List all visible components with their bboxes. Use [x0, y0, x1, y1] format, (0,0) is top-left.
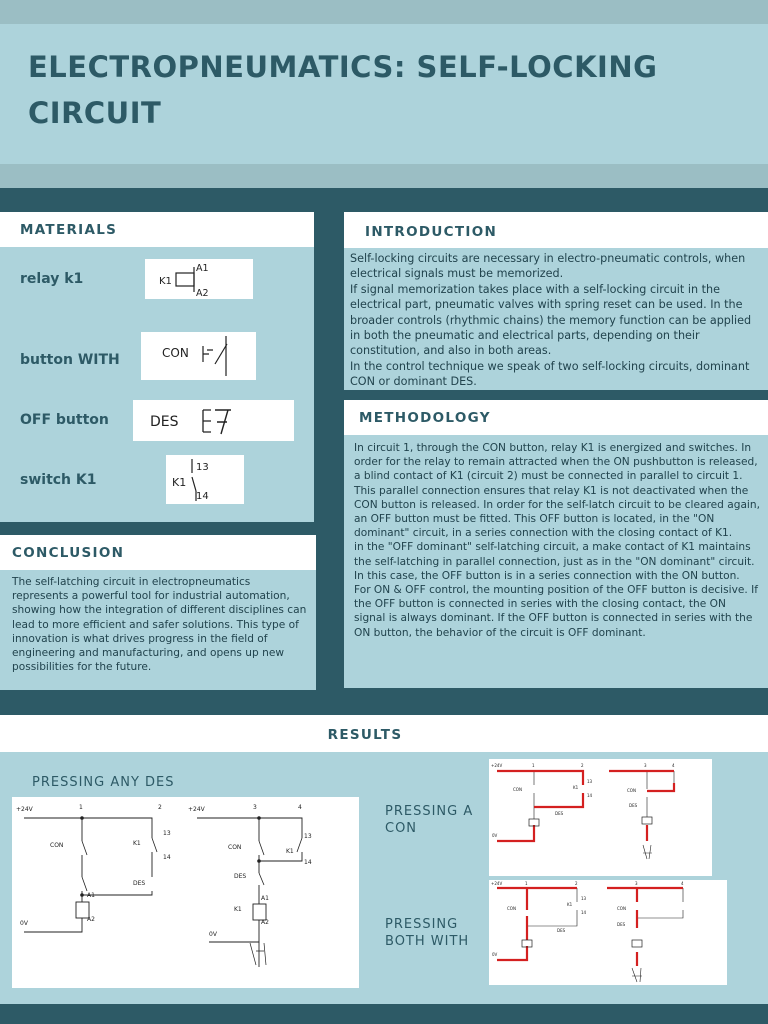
both-24v: +24V: [491, 881, 503, 886]
schem-node-3: 3: [253, 804, 257, 811]
schem-k1-coil: K1: [234, 906, 242, 913]
schematic-pressing-con: [489, 759, 712, 876]
both-0v: 0V: [492, 952, 498, 957]
materials-heading-bar: [0, 212, 314, 247]
con-node-2: 2: [581, 763, 584, 768]
schem-13-right: 13: [304, 833, 312, 840]
schem-des-right: DES: [234, 873, 247, 880]
con-node-1: 1: [532, 763, 535, 768]
conclusion-text: The self-latching circuit in electropneumatics represents a powerful tool for industrial automation, showing how the integration of different disciplines can lead to more efficient and safer solutions. This type of innovation is what drives progress in the field of engineering and manufacturing, and opens up new possibilities for the future.: [12, 576, 307, 674]
introduction-paragraph: If signal memorization takes place with a self-locking circuit in the electrical part, pneumatic valves with spring reset can be used. In the broader controls (rhythmic chains) the memory function can be applied in both the pneumatic and electrical parts, depending on their constitution, and also in both areas.: [350, 282, 752, 358]
both-con-label: CON: [507, 906, 516, 911]
schem-24v-left: +24V: [16, 806, 33, 813]
both-node-3: 3: [635, 881, 638, 886]
des-symbol-label: DES: [150, 414, 179, 430]
con-24v: +24V: [491, 763, 503, 768]
con-des-label-2: DES: [629, 803, 638, 808]
introduction-heading: INTRODUCTION: [365, 224, 498, 240]
schem-a1-left: A1: [87, 892, 95, 899]
schem-0v-right: 0V: [209, 931, 217, 938]
des-button-symbol: [133, 400, 294, 441]
material-label-button-with: button WITH: [20, 352, 120, 368]
con-button-symbol: [141, 332, 256, 380]
relay-symbol: [145, 259, 253, 299]
self-locking-schematic: [12, 797, 359, 988]
schem-13-left: 13: [163, 830, 171, 837]
schem-node-4: 4: [298, 804, 302, 811]
introduction-paragraph: In the control technique we speak of two self-locking circuits, dominant CON or dominant DES.: [350, 359, 750, 389]
schematic-pressing-both: [489, 880, 727, 985]
schem-con-right: CON: [228, 844, 242, 851]
material-label-relay: relay k1: [20, 271, 84, 287]
schem-k1-left: K1: [133, 840, 141, 847]
relay-symbol-label: K1: [159, 276, 172, 287]
con-symbol-label: CON: [162, 346, 189, 360]
con-0v: 0V: [492, 833, 498, 838]
con-node-4: 4: [672, 763, 675, 768]
material-label-off-button: OFF button: [20, 412, 109, 428]
methodology-paragraph: This parallel connection ensures that relay K1 is not deactivated when the CON button is released. In order for the self-latch circuit to be cleared again, an OFF button must be fitted. This OFF button is located, in the "ON dominant" circuit, in a series connection with the closing contact of K1.: [354, 484, 760, 540]
k1-switch-13: 13: [196, 462, 209, 473]
con-14: 14: [587, 793, 593, 798]
con-13: 13: [587, 779, 593, 784]
con-con-label-2: CON: [627, 788, 636, 793]
con-k1-label: K1: [573, 785, 579, 790]
con-con-label: CON: [513, 787, 522, 792]
relay-symbol-a2: A2: [196, 288, 209, 299]
materials-heading: MATERIALS: [20, 222, 118, 238]
schem-a2-right: A2: [261, 919, 269, 926]
label-pressing-des: PRESSING ANY DES: [32, 775, 175, 790]
label-pressing-both: PRESSING BOTH WITH: [385, 917, 470, 949]
schem-14-left: 14: [163, 854, 171, 861]
schem-a1-right: A1: [261, 895, 269, 902]
conclusion-heading: CONCLUSION: [12, 545, 125, 561]
methodology-heading-bar: [344, 400, 768, 435]
con-des-label: DES: [555, 811, 564, 816]
schem-node-1: 1: [79, 804, 83, 811]
schem-k1-right: K1: [286, 848, 294, 855]
schem-con-left: CON: [50, 842, 64, 849]
results-heading-bar: [0, 715, 768, 752]
schem-node-2: 2: [158, 804, 162, 811]
schem-des-left: DES: [133, 880, 146, 887]
k1-switch-symbol: [166, 455, 244, 504]
con-node-3: 3: [644, 763, 647, 768]
top-strip: [0, 0, 768, 24]
material-label-switch-k1: switch K1: [20, 472, 97, 488]
results-heading: RESULTS: [327, 727, 403, 743]
schem-a2-left: A2: [87, 916, 95, 923]
k1-switch-label: K1: [172, 476, 187, 489]
both-node-2: 2: [575, 881, 578, 886]
introduction-text: [350, 251, 760, 390]
header-band: [0, 164, 768, 188]
methodology-paragraph: in the "OFF dominant" self-latching circuit, a make contact of K1 maintains the self-latching in parallel connection, just as in the "ON dominant" circuit. In this case, the OFF button is in a series connection with the ON button.: [354, 541, 755, 582]
both-con-label-2: CON: [617, 906, 626, 911]
both-14: 14: [581, 910, 587, 915]
k1-switch-14: 14: [196, 491, 209, 502]
schem-14-right: 14: [304, 859, 312, 866]
methodology-paragraph: In circuit 1, through the CON button, relay K1 is energized and switches. In order for the relay to remain attracted when the ON pushbutton is released, a blind contact of K1 (circuit 2) must be connected in parallel to circuit 1.: [354, 442, 758, 483]
both-node-4: 4: [681, 881, 684, 886]
both-13: 13: [581, 896, 587, 901]
label-pressing-con: PRESSING A CON: [385, 804, 474, 836]
methodology-heading: METHODOLOGY: [359, 410, 491, 426]
both-k1-label: K1: [567, 902, 573, 907]
schem-0v-left: 0V: [20, 920, 28, 927]
page-title: ELECTROPNEUMATICS: SELF-LOCKING CIRCUIT: [28, 50, 658, 130]
both-des-label: DES: [557, 928, 566, 933]
introduction-paragraph: Self-locking circuits are necessary in electro-pneumatic controls, when electrical signals must be memorized.: [350, 252, 746, 281]
introduction-heading-bar: [344, 212, 768, 248]
both-node-1: 1: [525, 881, 528, 886]
relay-symbol-a1: A1: [196, 263, 209, 274]
methodology-text: [354, 441, 760, 640]
both-des-label-2: DES: [617, 922, 626, 927]
methodology-paragraph: For ON & OFF control, the mounting position of the OFF button is decisive. If the OFF button is connected in series with the closing contact, the ON signal is always dominant. If the OFF button is connected in series with the ON button, the behavior of the circuit is OFF dominant.: [354, 584, 758, 639]
conclusion-heading-bar: [0, 535, 316, 570]
schem-24v-right: +24V: [188, 806, 205, 813]
